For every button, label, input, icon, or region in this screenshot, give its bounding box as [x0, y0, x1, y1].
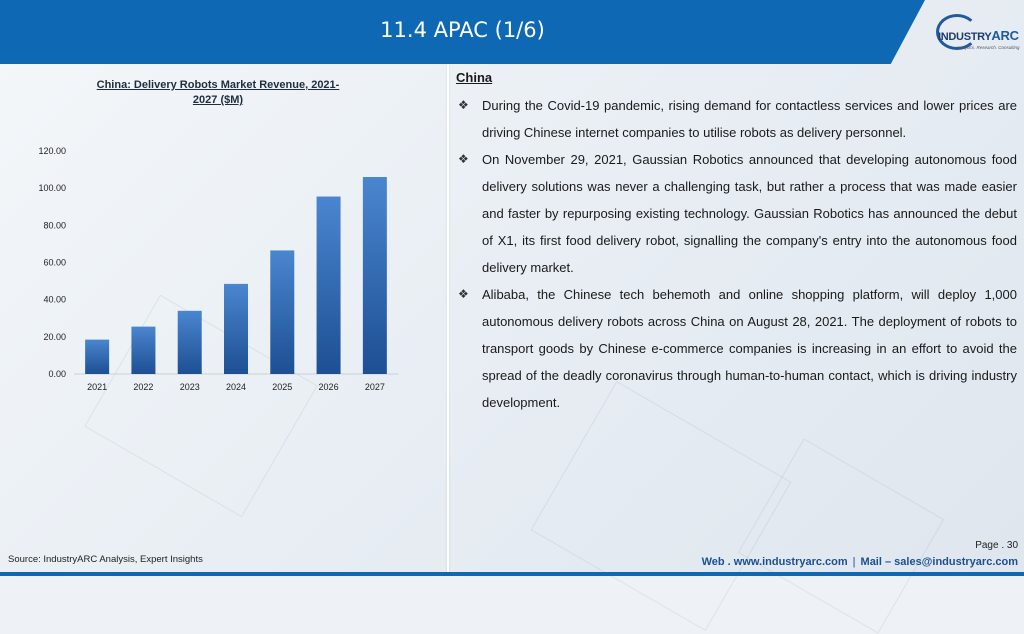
background-hexagon [738, 438, 944, 633]
background-hexagon [531, 381, 792, 631]
y-tick-label: 20.00 [43, 331, 66, 342]
china-panel [456, 68, 1017, 416]
page-title: 11.4 APAC (1/6) [380, 18, 545, 42]
bar-2022 [131, 327, 155, 374]
section-title: China [456, 70, 493, 85]
footer-contact [600, 556, 1018, 568]
logo-tagline: Analytics. Research. Consulting [956, 45, 1020, 50]
y-tick-label: 60.00 [43, 257, 66, 268]
bullet-text: During the Covid-19 pandemic, rising demand for contactless services and lower prices are driving Chinese internet companies to utilise robots as delivery personnel. [482, 98, 1017, 140]
bar-2027 [363, 177, 387, 374]
x-tick-label: 2027 [364, 382, 385, 392]
bar-2024 [224, 284, 248, 374]
logo-brand-industry: INDUSTRY [938, 31, 992, 43]
diamond-bullet-icon: ❖ [458, 287, 469, 301]
x-tick-label: 2025 [272, 382, 293, 392]
bullet-item [456, 146, 1017, 281]
bar-2023 [178, 311, 202, 374]
x-tick-label: 2021 [87, 382, 108, 392]
website-link[interactable]: Web . www.industryarc.com [701, 556, 848, 568]
diamond-bullet-icon: ❖ [458, 152, 469, 166]
bar-2026 [317, 197, 341, 374]
bottom-strip [0, 572, 1024, 576]
page-number: Page . 30 [975, 540, 1018, 551]
logo-wordmark [938, 28, 1019, 43]
bar-2025 [270, 250, 294, 374]
bar-2021 [85, 340, 109, 374]
email-link[interactable]: Mail – sales@industryarc.com [860, 556, 1018, 568]
industryarc-logo[interactable] [934, 14, 1018, 54]
x-tick-label: 2024 [225, 382, 247, 392]
y-tick-label: 40.00 [43, 294, 66, 305]
source-note: Source: IndustryARC Analysis, Expert Insights [8, 554, 203, 565]
x-tick-label: 2023 [179, 382, 200, 392]
logo-brand-arc: ARC [991, 28, 1019, 43]
bullet-text: On November 29, 2021, Gaussian Robotics announced that developing autonomous food delivery solutions was never a challenging task, but rather a process that was made easier and faster by repurposing existing technology. Gaussian Robotics has announced the debut of X1, its first food delivery robot, signalling the company's entry into the autonomous food delivery market. [482, 152, 1017, 275]
diamond-bullet-icon: ❖ [458, 98, 469, 112]
footer-separator: | [852, 556, 856, 568]
bullet-text: Alibaba, the Chinese tech behemoth and online shopping platform, will deploy 1,000 autonomous delivery robots across China on August 28, 2021. The deployment of robots to transport goods by Chinese e-commerce companies is increasing in an effort to avoid the spread of the deadly coronavirus through human-to-human contact, which is driving industry development. [482, 287, 1017, 410]
chart-title: China: Delivery Robots Market Revenue, 2021-2027 ($M) [96, 79, 340, 106]
y-tick-label: 0.00 [48, 369, 66, 379]
header [0, 0, 1024, 64]
bullet-item [456, 281, 1017, 416]
column-divider [447, 64, 449, 572]
y-tick-label: 80.00 [43, 220, 66, 231]
y-tick-label: 100.00 [38, 183, 66, 194]
bar-chart [0, 140, 440, 410]
x-tick-label: 2022 [133, 382, 154, 392]
y-tick-label: 120.00 [38, 146, 66, 156]
bullet-item [456, 92, 1017, 146]
x-tick-label: 2026 [318, 382, 339, 392]
